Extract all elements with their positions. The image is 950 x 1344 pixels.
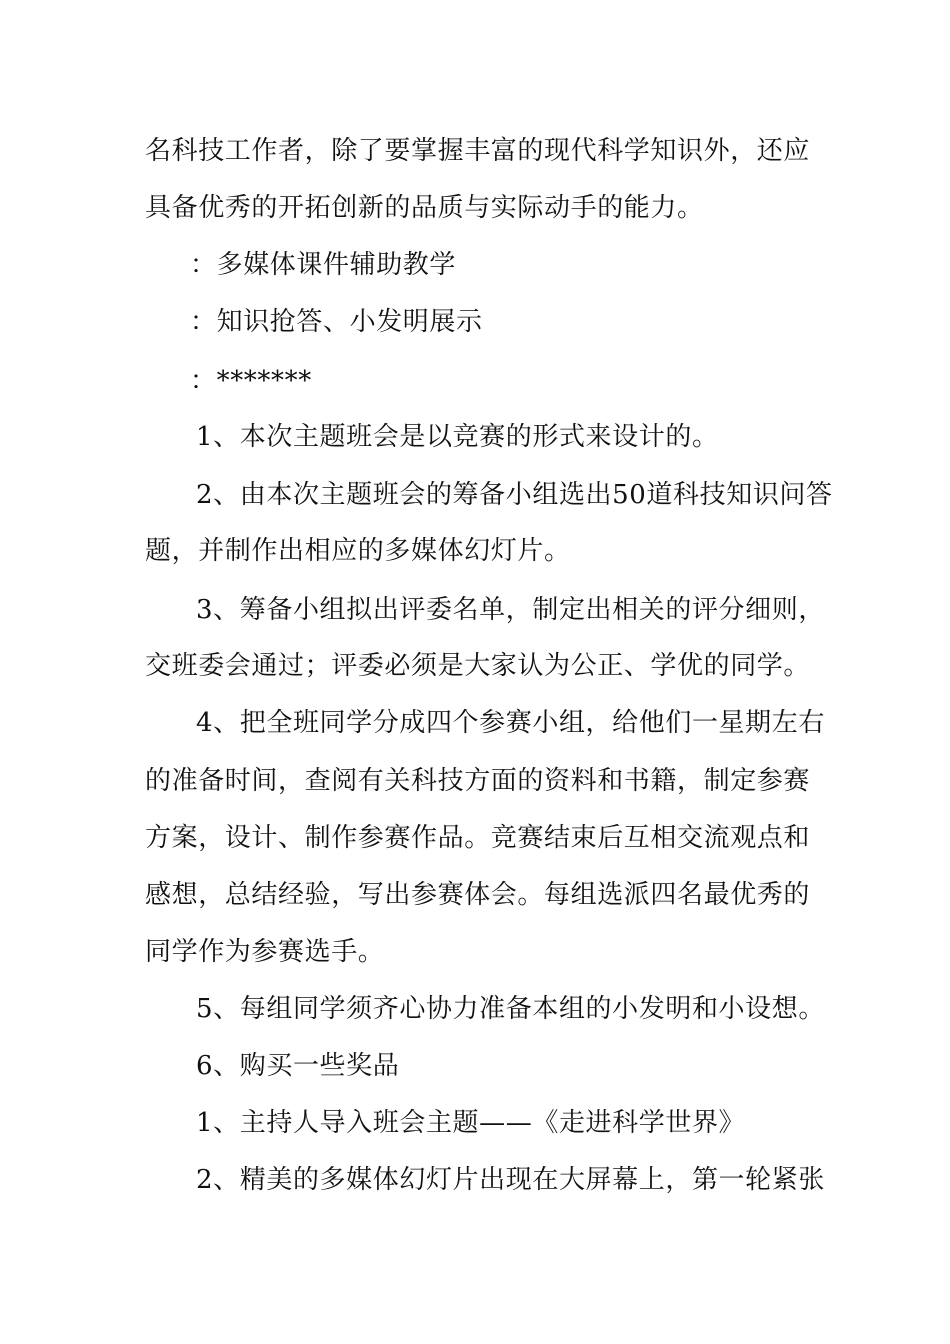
text-line-4: ：知识抢答、小发明展示 [190, 307, 483, 337]
text-line-5: ：******* [190, 366, 312, 396]
text-line-6: 1、本次主题班会是以竞赛的形式来设计的。 [196, 422, 719, 452]
text-line-16: 5、每组同学须齐心协力准备本组的小发明和小设想。 [196, 994, 825, 1024]
text-line-1: 名科技工作者，除了要掌握丰富的现代科学知识外，还应 [145, 136, 811, 166]
text-line-11: 4、把全班同学分成四个参赛小组，给他们一星期左右 [196, 708, 825, 738]
text-line-12: 的准备时间，查阅有关科技方面的资料和书籍，制定参赛 [145, 766, 811, 796]
text-line-14: 感想，总结经验，写出参赛体会。每组选派四名最优秀的 [145, 880, 811, 910]
text-line-10: 交班委会通过；评委必须是大家认为公正、学优的同学。 [145, 651, 811, 681]
text-line-17: 6、购买一些奖品 [196, 1051, 400, 1081]
text-line-2: 具备优秀的开拓创新的品质与实际动手的能力。 [145, 193, 704, 223]
text-line-15: 同学作为参赛选手。 [145, 937, 385, 967]
text-line-3: ：多媒体课件辅助教学 [190, 250, 457, 280]
text-line-9: 3、筹备小组拟出评委名单，制定出相关的评分细则， [196, 595, 825, 625]
text-line-18: 1、主持人导入班会主题——《走进科学世界》 [196, 1108, 746, 1138]
text-line-7: 2、由本次主题班会的筹备小组选出50道科技知识问答 [196, 480, 833, 510]
text-line-13: 方案，设计、制作参赛作品。竞赛结束后互相交流观点和 [145, 823, 811, 853]
text-line-8: 题，并制作出相应的多媒体幻灯片。 [145, 536, 571, 566]
text-line-19: 2、精美的多媒体幻灯片出现在大屏幕上，第一轮紧张 [196, 1165, 825, 1195]
